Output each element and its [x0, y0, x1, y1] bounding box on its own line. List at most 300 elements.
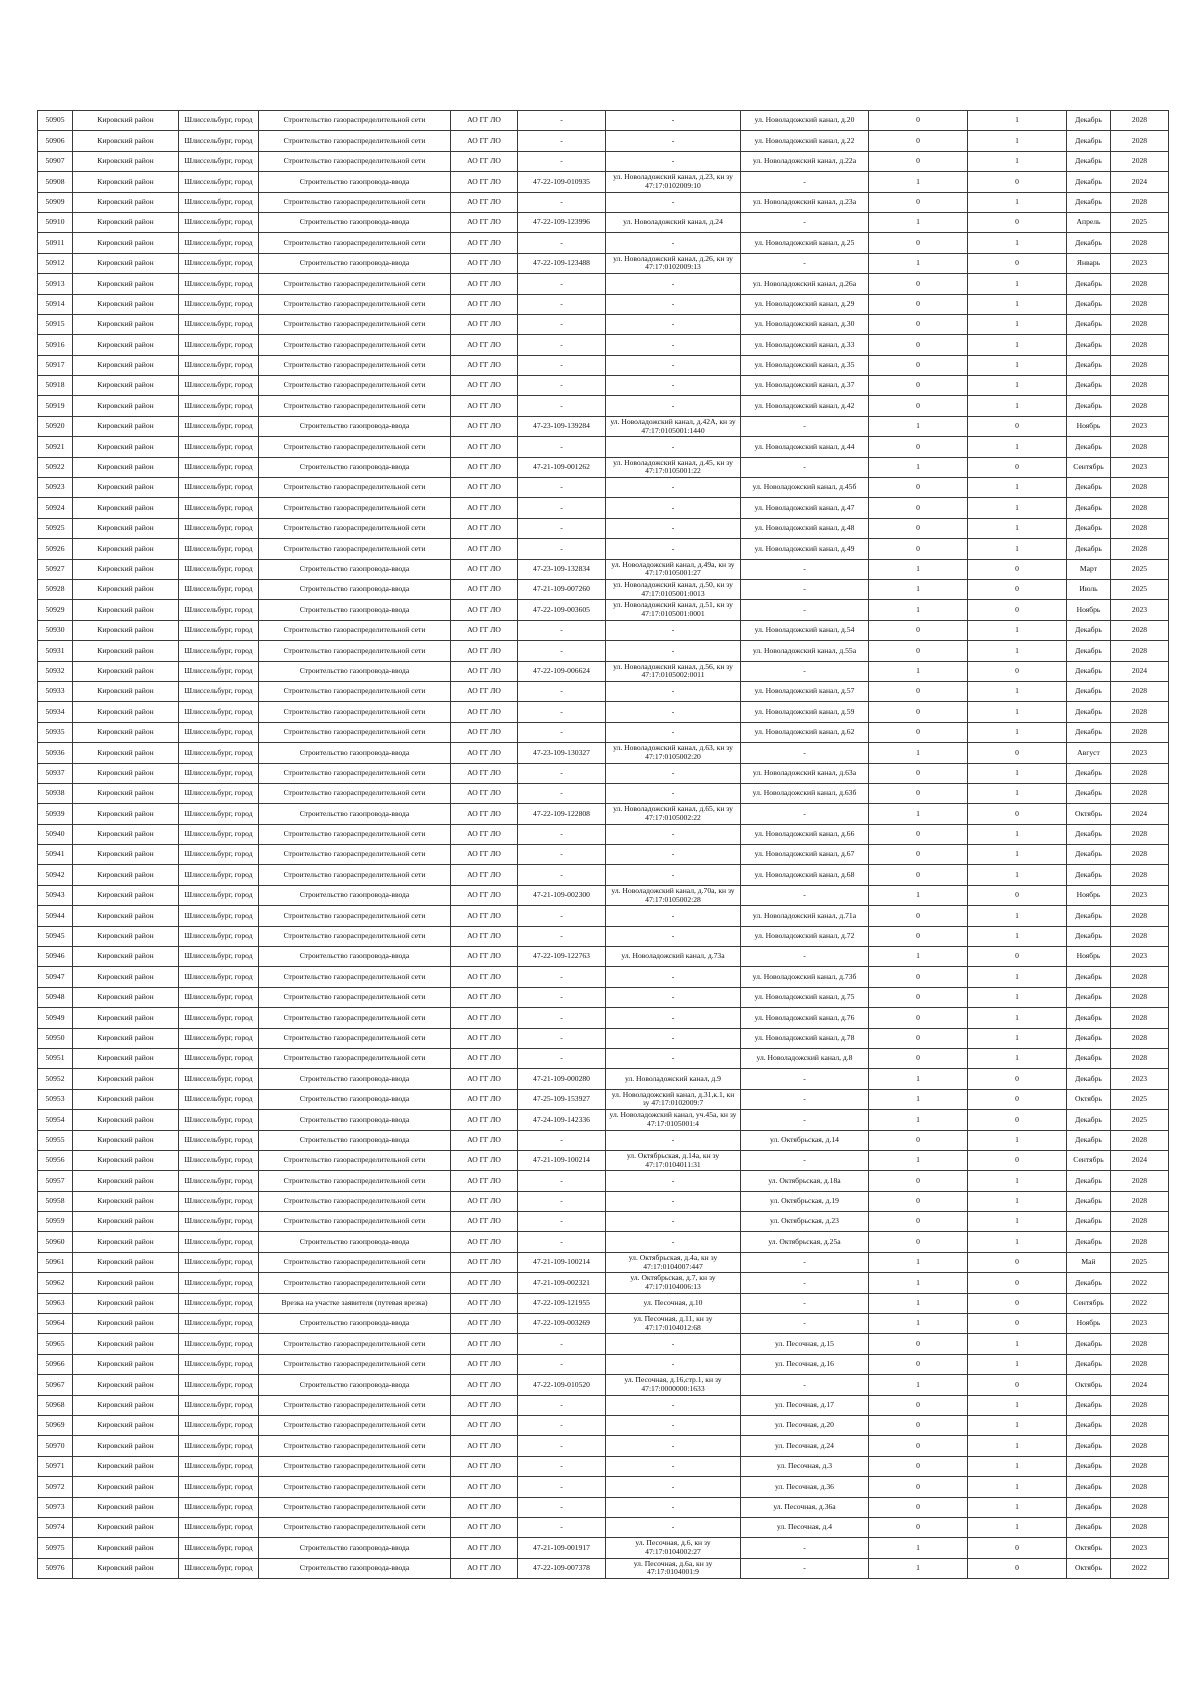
cadastral-address-cell: ул. Новоладожский канал, д.50, кн зу 47:17:0105001:0013: [606, 579, 741, 599]
work-type-cell: Строительство газораспределительной сети: [259, 1212, 451, 1232]
organization-cell: АО ГГ ЛО: [451, 437, 518, 457]
work-type-cell: Строительство газопровода-ввода: [259, 1069, 451, 1089]
address-cell: ул. Новоладожский канал, д.35: [741, 355, 869, 375]
district-cell: Кировский район: [73, 111, 179, 131]
address-cell: -: [741, 947, 869, 967]
month-cell: Декабрь: [1067, 518, 1111, 538]
year-cell: 2028: [1111, 233, 1169, 253]
address-cell: ул. Новоладожский канал, д.26а: [741, 274, 869, 294]
cadastral-address-cell: -: [606, 376, 741, 396]
row-id-cell: 50959: [38, 1212, 73, 1232]
address-cell: ул. Новоладожский канал, д.75: [741, 987, 869, 1007]
application-number-cell: 47-23-109-130327: [518, 743, 606, 763]
month-cell: Декабрь: [1067, 437, 1111, 457]
count-a-cell: 0: [869, 131, 968, 151]
count-a-cell: 0: [869, 1416, 968, 1436]
work-type-cell: Строительство газораспределительной сети: [259, 1028, 451, 1048]
year-cell: 2022: [1111, 1293, 1169, 1313]
year-cell: 2028: [1111, 1456, 1169, 1476]
row-id-cell: 50908: [38, 172, 73, 192]
year-cell: 2023: [1111, 416, 1169, 436]
count-b-cell: 0: [968, 1110, 1067, 1130]
organization-cell: АО ГГ ЛО: [451, 1538, 518, 1558]
count-a-cell: 0: [869, 539, 968, 559]
month-cell: Ноябрь: [1067, 416, 1111, 436]
settlement-cell: Шлиссельбург, город: [179, 233, 259, 253]
count-b-cell: 1: [968, 1171, 1067, 1191]
work-type-cell: Строительство газораспределительной сети: [259, 1273, 451, 1293]
month-cell: Декабрь: [1067, 845, 1111, 865]
table-row: [38, 233, 1169, 253]
organization-cell: АО ГГ ЛО: [451, 1517, 518, 1537]
table-row: [38, 845, 1169, 865]
year-cell: 2024: [1111, 804, 1169, 824]
application-number-cell: -: [518, 641, 606, 661]
organization-cell: АО ГГ ЛО: [451, 1395, 518, 1415]
settlement-cell: Шлиссельбург, город: [179, 1191, 259, 1211]
table-row: [38, 1048, 1169, 1068]
cadastral-address-cell: ул. Новоладожский канал, д.63, кн зу 47:17:0105002:20: [606, 743, 741, 763]
month-cell: Декабрь: [1067, 1232, 1111, 1252]
count-a-cell: 0: [869, 865, 968, 885]
district-cell: Кировский район: [73, 1130, 179, 1150]
work-type-cell: Строительство газопровода-ввода: [259, 579, 451, 599]
organization-cell: АО ГГ ЛО: [451, 212, 518, 232]
work-type-cell: Строительство газораспределительной сети: [259, 702, 451, 722]
settlement-cell: Шлиссельбург, город: [179, 192, 259, 212]
district-cell: Кировский район: [73, 620, 179, 640]
month-cell: Март: [1067, 559, 1111, 579]
district-cell: Кировский район: [73, 559, 179, 579]
month-cell: Ноябрь: [1067, 885, 1111, 905]
table-row: [38, 641, 1169, 661]
organization-cell: АО ГГ ЛО: [451, 947, 518, 967]
table-row: [38, 1538, 1169, 1558]
settlement-cell: Шлиссельбург, город: [179, 845, 259, 865]
organization-cell: АО ГГ ЛО: [451, 926, 518, 946]
district-cell: Кировский район: [73, 437, 179, 457]
count-b-cell: 0: [968, 1069, 1067, 1089]
count-b-cell: 0: [968, 1273, 1067, 1293]
settlement-cell: Шлиссельбург, город: [179, 783, 259, 803]
application-number-cell: 47-22-109-006624: [518, 661, 606, 681]
table-row: [38, 212, 1169, 232]
cadastral-address-cell: -: [606, 335, 741, 355]
organization-cell: АО ГГ ЛО: [451, 885, 518, 905]
month-cell: Декабрь: [1067, 131, 1111, 151]
table-row: [38, 396, 1169, 416]
count-b-cell: 0: [968, 1375, 1067, 1395]
count-b-cell: 1: [968, 1354, 1067, 1374]
year-cell: 2028: [1111, 192, 1169, 212]
table-row: [38, 1293, 1169, 1313]
settlement-cell: Шлиссельбург, город: [179, 1273, 259, 1293]
work-type-cell: Строительство газопровода-ввода: [259, 172, 451, 192]
district-cell: Кировский район: [73, 743, 179, 763]
table-row: [38, 478, 1169, 498]
organization-cell: АО ГГ ЛО: [451, 865, 518, 885]
work-type-cell: Строительство газораспределительной сети: [259, 783, 451, 803]
month-cell: Декабрь: [1067, 1497, 1111, 1517]
row-id-cell: 50941: [38, 845, 73, 865]
month-cell: Август: [1067, 743, 1111, 763]
settlement-cell: Шлиссельбург, город: [179, 579, 259, 599]
settlement-cell: Шлиссельбург, город: [179, 1048, 259, 1068]
table-row: [38, 294, 1169, 314]
work-type-cell: Строительство газораспределительной сети: [259, 620, 451, 640]
organization-cell: АО ГГ ЛО: [451, 1048, 518, 1068]
district-cell: Кировский район: [73, 376, 179, 396]
address-cell: ул. Новоладожский канал, д.20: [741, 111, 869, 131]
district-cell: Кировский район: [73, 131, 179, 151]
work-type-cell: Строительство газопровода-ввода: [259, 804, 451, 824]
cadastral-address-cell: -: [606, 620, 741, 640]
table-row: [38, 1069, 1169, 1089]
application-number-cell: -: [518, 722, 606, 742]
application-number-cell: 47-21-109-000280: [518, 1069, 606, 1089]
cadastral-address-cell: ул. Новоладожский канал, д.49а, кн зу 47:17:0105001:27: [606, 559, 741, 579]
address-cell: ул. Песочная, д.16: [741, 1354, 869, 1374]
settlement-cell: Шлиссельбург, город: [179, 865, 259, 885]
year-cell: 2028: [1111, 1028, 1169, 1048]
application-number-cell: -: [518, 1191, 606, 1211]
table-row: [38, 1375, 1169, 1395]
address-cell: ул. Новоладожский канал, д.33: [741, 335, 869, 355]
cadastral-address-cell: -: [606, 355, 741, 375]
district-cell: Кировский район: [73, 1150, 179, 1170]
row-id-cell: 50956: [38, 1150, 73, 1170]
cadastral-address-cell: -: [606, 498, 741, 518]
work-type-cell: Строительство газораспределительной сети: [259, 233, 451, 253]
work-type-cell: Строительство газопровода-ввода: [259, 600, 451, 620]
application-number-cell: 47-22-109-003605: [518, 600, 606, 620]
cadastral-address-cell: -: [606, 783, 741, 803]
year-cell: 2028: [1111, 763, 1169, 783]
address-cell: ул. Новоладожский канал, д.42: [741, 396, 869, 416]
count-b-cell: 1: [968, 1130, 1067, 1150]
cadastral-address-cell: -: [606, 1171, 741, 1191]
count-a-cell: 0: [869, 702, 968, 722]
year-cell: 2028: [1111, 722, 1169, 742]
settlement-cell: Шлиссельбург, город: [179, 253, 259, 273]
row-id-cell: 50927: [38, 559, 73, 579]
organization-cell: АО ГГ ЛО: [451, 314, 518, 334]
count-a-cell: 1: [869, 579, 968, 599]
year-cell: 2028: [1111, 314, 1169, 334]
table-row: [38, 1517, 1169, 1537]
settlement-cell: Шлиссельбург, город: [179, 967, 259, 987]
year-cell: 2028: [1111, 1334, 1169, 1354]
count-b-cell: 0: [968, 457, 1067, 477]
settlement-cell: Шлиссельбург, город: [179, 355, 259, 375]
table-row: [38, 559, 1169, 579]
address-cell: -: [741, 416, 869, 436]
address-cell: ул. Новоладожский канал, д.72: [741, 926, 869, 946]
cadastral-address-cell: ул. Новоладожский канал, д.9: [606, 1069, 741, 1089]
application-number-cell: -: [518, 1212, 606, 1232]
district-cell: Кировский район: [73, 478, 179, 498]
row-id-cell: 50973: [38, 1497, 73, 1517]
settlement-cell: Шлиссельбург, город: [179, 1416, 259, 1436]
count-a-cell: 0: [869, 518, 968, 538]
table-row: [38, 987, 1169, 1007]
work-type-cell: Строительство газораспределительной сети: [259, 1477, 451, 1497]
year-cell: 2028: [1111, 518, 1169, 538]
application-number-cell: -: [518, 518, 606, 538]
table-row: [38, 1028, 1169, 1048]
count-b-cell: 0: [968, 253, 1067, 273]
organization-cell: АО ГГ ЛО: [451, 681, 518, 701]
month-cell: Декабрь: [1067, 376, 1111, 396]
year-cell: 2025: [1111, 559, 1169, 579]
district-cell: Кировский район: [73, 600, 179, 620]
count-a-cell: 0: [869, 335, 968, 355]
count-a-cell: 1: [869, 1273, 968, 1293]
application-number-cell: 47-24-109-142336: [518, 1110, 606, 1130]
district-cell: Кировский район: [73, 1252, 179, 1272]
row-id-cell: 50949: [38, 1008, 73, 1028]
table-row: [38, 1477, 1169, 1497]
settlement-cell: Шлиссельбург, город: [179, 478, 259, 498]
address-cell: ул. Новоладожский канал, д.59: [741, 702, 869, 722]
address-cell: -: [741, 1069, 869, 1089]
organization-cell: АО ГГ ЛО: [451, 1456, 518, 1476]
table-row: [38, 1436, 1169, 1456]
row-id-cell: 50942: [38, 865, 73, 885]
work-type-cell: Строительство газопровода-ввода: [259, 212, 451, 232]
cadastral-address-cell: -: [606, 1130, 741, 1150]
settlement-cell: Шлиссельбург, город: [179, 743, 259, 763]
address-cell: ул. Новоладожский канал, д.68: [741, 865, 869, 885]
row-id-cell: 50957: [38, 1171, 73, 1191]
year-cell: 2023: [1111, 253, 1169, 273]
application-number-cell: 47-22-109-122763: [518, 947, 606, 967]
year-cell: 2023: [1111, 885, 1169, 905]
district-cell: Кировский район: [73, 1212, 179, 1232]
count-a-cell: 0: [869, 1497, 968, 1517]
month-cell: Декабрь: [1067, 1008, 1111, 1028]
work-type-cell: Строительство газораспределительной сети: [259, 192, 451, 212]
month-cell: Сентябрь: [1067, 457, 1111, 477]
district-cell: Кировский район: [73, 885, 179, 905]
table-row: [38, 1456, 1169, 1476]
month-cell: Декабрь: [1067, 865, 1111, 885]
application-number-cell: -: [518, 539, 606, 559]
year-cell: 2028: [1111, 111, 1169, 131]
district-cell: Кировский район: [73, 1354, 179, 1374]
year-cell: 2028: [1111, 783, 1169, 803]
work-type-cell: Строительство газораспределительной сети: [259, 498, 451, 518]
application-number-cell: -: [518, 498, 606, 518]
row-id-cell: 50916: [38, 335, 73, 355]
count-a-cell: 0: [869, 1008, 968, 1028]
count-b-cell: 0: [968, 1314, 1067, 1334]
month-cell: Декабрь: [1067, 1110, 1111, 1130]
work-type-cell: Строительство газораспределительной сети: [259, 1252, 451, 1272]
count-b-cell: 0: [968, 416, 1067, 436]
count-a-cell: 1: [869, 1558, 968, 1578]
count-b-cell: 1: [968, 294, 1067, 314]
work-type-cell: Строительство газораспределительной сети: [259, 1456, 451, 1476]
work-type-cell: Строительство газораспределительной сети: [259, 314, 451, 334]
row-id-cell: 50972: [38, 1477, 73, 1497]
year-cell: 2028: [1111, 1395, 1169, 1415]
row-id-cell: 50961: [38, 1252, 73, 1272]
table-row: [38, 1558, 1169, 1578]
district-cell: Кировский район: [73, 845, 179, 865]
settlement-cell: Шлиссельбург, город: [179, 1375, 259, 1395]
count-a-cell: 1: [869, 416, 968, 436]
month-cell: Декабрь: [1067, 763, 1111, 783]
count-b-cell: 0: [968, 579, 1067, 599]
application-number-cell: -: [518, 1334, 606, 1354]
district-cell: Кировский район: [73, 641, 179, 661]
address-cell: ул. Новоладожский канал, д.45б: [741, 478, 869, 498]
year-cell: 2023: [1111, 1314, 1169, 1334]
district-cell: Кировский район: [73, 1089, 179, 1109]
row-id-cell: 50914: [38, 294, 73, 314]
work-type-cell: Строительство газораспределительной сети: [259, 294, 451, 314]
count-a-cell: 0: [869, 1028, 968, 1048]
month-cell: Декабрь: [1067, 355, 1111, 375]
month-cell: Декабрь: [1067, 335, 1111, 355]
settlement-cell: Шлиссельбург, город: [179, 274, 259, 294]
district-cell: Кировский район: [73, 192, 179, 212]
district-cell: Кировский район: [73, 661, 179, 681]
row-id-cell: 50906: [38, 131, 73, 151]
settlement-cell: Шлиссельбург, город: [179, 437, 259, 457]
organization-cell: АО ГГ ЛО: [451, 192, 518, 212]
month-cell: Ноябрь: [1067, 947, 1111, 967]
organization-cell: АО ГГ ЛО: [451, 620, 518, 640]
month-cell: Ноябрь: [1067, 1314, 1111, 1334]
data-table: [37, 110, 1169, 1579]
row-id-cell: 50932: [38, 661, 73, 681]
year-cell: 2028: [1111, 865, 1169, 885]
table-row: [38, 1395, 1169, 1415]
organization-cell: АО ГГ ЛО: [451, 1212, 518, 1232]
count-a-cell: 1: [869, 253, 968, 273]
settlement-cell: Шлиссельбург, город: [179, 1517, 259, 1537]
organization-cell: АО ГГ ЛО: [451, 1558, 518, 1578]
district-cell: Кировский район: [73, 1293, 179, 1313]
table-row: [38, 743, 1169, 763]
district-cell: Кировский район: [73, 396, 179, 416]
organization-cell: АО ГГ ЛО: [451, 722, 518, 742]
table-row: [38, 437, 1169, 457]
month-cell: Декабрь: [1067, 1436, 1111, 1456]
address-cell: ул. Новоладожский канал, д.23а: [741, 192, 869, 212]
count-a-cell: 0: [869, 906, 968, 926]
district-cell: Кировский район: [73, 1069, 179, 1089]
count-a-cell: 0: [869, 396, 968, 416]
table-row: [38, 885, 1169, 905]
organization-cell: АО ГГ ЛО: [451, 702, 518, 722]
count-b-cell: 1: [968, 1395, 1067, 1415]
district-cell: Кировский район: [73, 702, 179, 722]
organization-cell: АО ГГ ЛО: [451, 253, 518, 273]
application-number-cell: -: [518, 1517, 606, 1537]
month-cell: Декабрь: [1067, 783, 1111, 803]
count-b-cell: 0: [968, 212, 1067, 232]
count-a-cell: 0: [869, 722, 968, 742]
cadastral-address-cell: -: [606, 1232, 741, 1252]
count-a-cell: 0: [869, 192, 968, 212]
work-type-cell: Строительство газопровода-ввода: [259, 743, 451, 763]
count-a-cell: 1: [869, 457, 968, 477]
district-cell: Кировский район: [73, 1538, 179, 1558]
organization-cell: АО ГГ ЛО: [451, 1191, 518, 1211]
organization-cell: АО ГГ ЛО: [451, 1171, 518, 1191]
application-number-cell: -: [518, 681, 606, 701]
work-type-cell: Строительство газораспределительной сети: [259, 1517, 451, 1537]
work-type-cell: Строительство газораспределительной сети: [259, 824, 451, 844]
year-cell: 2028: [1111, 702, 1169, 722]
application-number-cell: -: [518, 906, 606, 926]
cadastral-address-cell: ул. Новоладожский канал, д.31,к.1, кн зу 47:17:0102009:7: [606, 1089, 741, 1109]
year-cell: 2028: [1111, 641, 1169, 661]
table-row: [38, 783, 1169, 803]
row-id-cell: 50965: [38, 1334, 73, 1354]
work-type-cell: Строительство газораспределительной сети: [259, 641, 451, 661]
organization-cell: АО ГГ ЛО: [451, 783, 518, 803]
organization-cell: АО ГГ ЛО: [451, 518, 518, 538]
count-a-cell: 0: [869, 1517, 968, 1537]
cadastral-address-cell: ул. Новоладожский канал, д.70а, кн зу 47:17:0105002:28: [606, 885, 741, 905]
address-cell: -: [741, 1538, 869, 1558]
work-type-cell: Строительство газопровода-ввода: [259, 253, 451, 273]
table-row: [38, 1314, 1169, 1334]
district-cell: Кировский район: [73, 681, 179, 701]
cadastral-address-cell: -: [606, 1477, 741, 1497]
year-cell: 2023: [1111, 947, 1169, 967]
application-number-cell: -: [518, 376, 606, 396]
count-a-cell: 0: [869, 783, 968, 803]
count-a-cell: 1: [869, 559, 968, 579]
month-cell: Декабрь: [1067, 702, 1111, 722]
cadastral-address-cell: -: [606, 865, 741, 885]
organization-cell: АО ГГ ЛО: [451, 661, 518, 681]
work-type-cell: Строительство газораспределительной сети: [259, 1416, 451, 1436]
address-cell: -: [741, 600, 869, 620]
month-cell: Май: [1067, 1252, 1111, 1272]
count-a-cell: 0: [869, 1232, 968, 1252]
count-a-cell: 0: [869, 641, 968, 661]
table-row: [38, 253, 1169, 273]
month-cell: Декабрь: [1067, 1069, 1111, 1089]
cadastral-address-cell: -: [606, 967, 741, 987]
settlement-cell: Шлиссельбург, город: [179, 620, 259, 640]
row-id-cell: 50919: [38, 396, 73, 416]
month-cell: Октябрь: [1067, 1089, 1111, 1109]
settlement-cell: Шлиссельбург, город: [179, 1314, 259, 1334]
count-b-cell: 0: [968, 743, 1067, 763]
organization-cell: АО ГГ ЛО: [451, 376, 518, 396]
month-cell: Декабрь: [1067, 1395, 1111, 1415]
organization-cell: АО ГГ ЛО: [451, 600, 518, 620]
year-cell: 2028: [1111, 824, 1169, 844]
table-row: [38, 457, 1169, 477]
count-b-cell: 1: [968, 478, 1067, 498]
row-id-cell: 50907: [38, 151, 73, 171]
row-id-cell: 50920: [38, 416, 73, 436]
district-cell: Кировский район: [73, 1416, 179, 1436]
settlement-cell: Шлиссельбург, город: [179, 294, 259, 314]
work-type-cell: Врезка на участке заявителя (путевая врезка): [259, 1293, 451, 1313]
organization-cell: АО ГГ ЛО: [451, 274, 518, 294]
count-a-cell: 0: [869, 1130, 968, 1150]
work-type-cell: Строительство газопровода-ввода: [259, 1110, 451, 1130]
